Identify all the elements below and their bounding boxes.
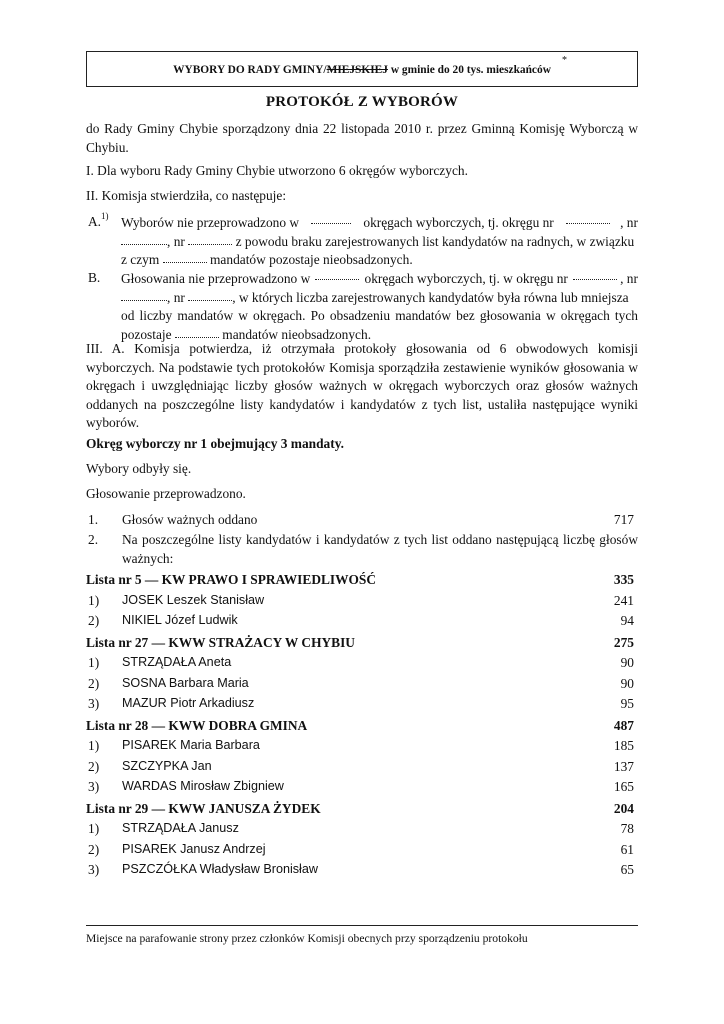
list-header (86, 635, 638, 651)
list-title: Lista nr 28 — KWW DOBRA GMINA (86, 717, 308, 733)
candidate-row (86, 593, 638, 613)
list-total: 204 (613, 800, 634, 816)
blank-field (175, 327, 219, 338)
blank-field (188, 290, 232, 301)
header-title: WYBORY DO RADY GMINY/MIEJSKIEJ w gminie do 20 tys. mieszkańców (173, 64, 551, 76)
candidate-number: 2) (88, 675, 100, 691)
item-valid-votes: 1. Głosów ważnych oddano 717 (88, 512, 634, 527)
candidate-votes: 95 (620, 696, 634, 711)
candidate-votes: 241 (613, 592, 634, 608)
candidate-votes: 185 (613, 738, 634, 753)
footer-note: Miejsce na parafowanie strony przez członków Komisji obecnych przy sporządzeniu protokołu (86, 932, 528, 945)
blank-field (188, 234, 232, 245)
header-footnote-mark: * (562, 55, 567, 66)
section-b-label: B. (88, 270, 101, 285)
blank-field (121, 290, 167, 301)
section-a-text: Wyborów nie przeprowadzono w okręgach wyborczych, tj. okręgu nr , nr , nr z powodu braku zarejestrowanych list kandydatów na radnych, w związku z czym mandatów pozostaje nieobsadzonych. (121, 215, 638, 267)
list-header (86, 572, 638, 588)
candidate-row (86, 779, 638, 799)
district-voting: Głosowanie przeprowadzono. (86, 486, 246, 501)
list-header (86, 718, 638, 734)
candidate-votes: 165 (613, 779, 634, 794)
list-total: 335 (613, 572, 634, 587)
blank-field (315, 269, 359, 280)
candidate-row (86, 738, 638, 758)
blank-field (573, 269, 617, 280)
candidate-name: MAZUR Piotr Arkadiusz (122, 696, 255, 710)
candidate-votes: 65 (620, 862, 634, 877)
header-struck-text: MIEJSKIEJ (326, 64, 388, 76)
candidate-row (86, 821, 638, 841)
intro-paragraph: do Rady Gminy Chybie sporządzony dnia 22 listopada 2010 r. przez Gminną Komisję Wyborczą w Chybiu. (86, 121, 638, 155)
section-b-text: Głosowania nie przeprowadzono w okręgach wyborczych, tj. w okręgu nr , nr , nr , w których liczba zarejestrowanych kandydatów była równa lub mniejsza od liczby mandatów w okręgach. Po obsadzeniu mandatów bez głosowania w okręgach tych pozostaje mandatów nieobsadzonych. (121, 271, 638, 342)
item-lists: 2. Na poszczególne listy kandydatów i kandydatów z tych list oddano następującą liczbę głosów ważnych: (88, 532, 638, 566)
list-title: Lista nr 29 — KWW JANUSZA ŻYDEK (86, 800, 321, 816)
candidate-number: 3) (88, 862, 100, 877)
candidate-name: SOSNA Barbara Maria (122, 675, 249, 690)
candidate-votes: 78 (620, 821, 634, 836)
candidate-name: JOSEK Leszek Stanisław (122, 592, 265, 607)
candidate-number: 2) (88, 758, 100, 774)
candidate-row (86, 696, 638, 716)
list-total: 487 (613, 717, 634, 733)
candidate-name: NIKIEL Józef Ludwik (122, 613, 238, 627)
candidate-votes: 94 (620, 613, 634, 628)
candidate-votes: 61 (620, 841, 634, 857)
candidate-number: 2) (88, 613, 100, 628)
candidate-name: PISAREK Janusz Andrzej (122, 841, 266, 856)
section-i: I. Dla wyboru Rady Gminy Chybie utworzono 6 okręgów wyborczych. (86, 163, 468, 178)
blank-field (566, 213, 610, 224)
candidate-votes: 90 (620, 655, 634, 670)
candidate-row (86, 862, 638, 882)
candidate-number: 1) (88, 655, 100, 670)
blank-field (311, 213, 351, 224)
candidate-name: STRZĄDAŁA Janusz (122, 821, 239, 835)
section-a-label: A.$^{1)}$ (88, 211, 109, 229)
candidate-row (86, 613, 638, 633)
candidate-votes: 137 (613, 758, 634, 774)
section-iii: III. A. Komisja potwierdza, iż otrzymała protokoły głosowania od 6 obwodowych komisji wyborczych. Na podstawie tych protokołów Komisja sporządziła zestawienie wyników głosowania w okręgach i uwzględniając liczby głosów ważnych w okręgach wyborczych oraz głosów ważnych oddanych na poszczególne listy kandydatów i kandydatów z tych list, ustaliła następujące wyniki wyborów. (86, 341, 638, 430)
candidate-number: 3) (88, 696, 100, 711)
candidate-number: 1) (88, 738, 100, 753)
candidate-row (86, 759, 638, 779)
candidate-name: STRZĄDAŁA Aneta (122, 655, 232, 669)
list-header (86, 801, 638, 817)
list-title: Lista nr 27 — KWW STRAŻACY W CHYBIU (86, 634, 355, 650)
page-title: PROTOKÓŁ Z WYBORÓW (265, 94, 459, 110)
district-held: Wybory odbyły się. (86, 461, 192, 476)
candidate-votes: 90 (620, 675, 634, 691)
candidate-number: 3) (88, 779, 100, 794)
candidate-name: WARDAS Mirosław Zbigniew (122, 779, 284, 793)
candidate-name: SZCZYPKA Jan (122, 758, 212, 773)
candidate-row (86, 842, 638, 862)
candidate-row (86, 676, 638, 696)
list-total: 275 (613, 634, 634, 650)
candidate-number: 1) (88, 821, 100, 836)
blank-field (163, 252, 207, 263)
candidate-number: 2) (88, 841, 100, 857)
candidate-name: PISAREK Maria Barbara (122, 738, 260, 752)
district-heading: Okręg wyborczy nr 1 obejmujący 3 mandaty. (86, 436, 345, 451)
candidate-number: 1) (88, 592, 100, 608)
list-title: Lista nr 5 — KW PRAWO I SPRAWIEDLIWOŚĆ (86, 572, 377, 587)
candidate-name: PSZCZÓŁKA Władysław Bronisław (122, 862, 318, 876)
section-ii: II. Komisja stwierdziła, co następuje: (86, 188, 287, 203)
blank-field (121, 234, 167, 245)
footer-divider (86, 925, 638, 926)
candidate-row (86, 655, 638, 675)
